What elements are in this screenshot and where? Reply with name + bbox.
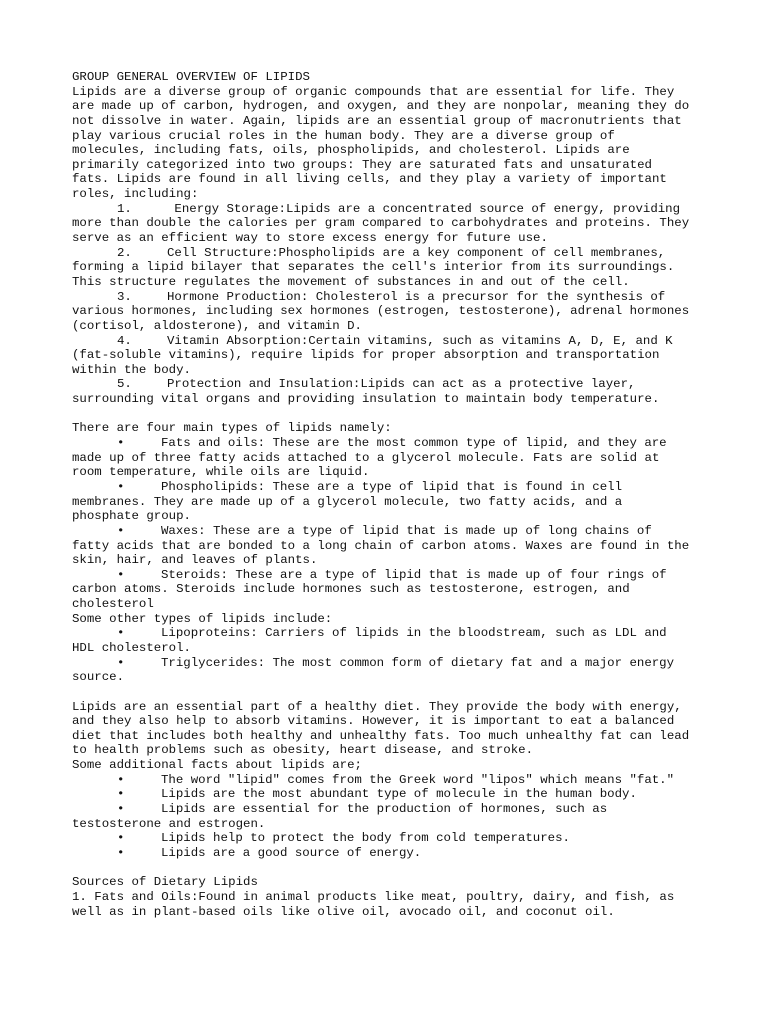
bullet-icon: • (117, 831, 125, 846)
list-item-text: The word "lipid" comes from the Greek word "lipos" which means "fat." (161, 772, 675, 787)
bullet-icon: • (117, 787, 125, 802)
text-line: molecules, including fats, oils, phospholipids, and cholesterol. Lipids are (72, 143, 630, 158)
list-number: 2. (117, 245, 132, 260)
text-line: membranes. They are made up of a glycerol molecule, two fatty acids, and a (72, 494, 623, 509)
text-line: to health problems such as obesity, heart disease, and stroke. (72, 743, 534, 758)
list-item (72, 802, 702, 831)
list-number: 3. (117, 289, 132, 304)
facts-intro: Some additional facts about lipids are; (72, 758, 362, 773)
list-item (72, 787, 702, 802)
text-line: roles, including: (72, 187, 199, 202)
list-item-text: Lipids are a good source of energy. (161, 845, 422, 860)
list-item (72, 377, 702, 406)
sources-heading: Sources of Dietary Lipids (72, 875, 258, 890)
text-line: testosterone and estrogen. (72, 816, 266, 831)
list-item (72, 290, 702, 334)
bullet-icon: • (117, 655, 125, 670)
list-item-text: Protection and Insulation:Lipids can act as a protective layer, (167, 377, 636, 392)
list-item-text: Hormone Production: Cholesterol is a precursor for the synthesis of (167, 289, 666, 304)
list-item (72, 524, 702, 568)
bullet-icon: • (117, 479, 125, 494)
other-types-intro: Some other types of lipids include: (72, 611, 333, 626)
text-line: This structure regulates the movement of substances in and out of the cell. (72, 274, 630, 289)
text-line: source. (72, 670, 125, 685)
bullet-icon: • (117, 845, 125, 860)
list-number: 5. (117, 377, 132, 392)
text-line: Lipids are a diverse group of organic compounds that are essential for life. They (72, 84, 675, 99)
text-line: diet that includes both healthy and unhealthy fats. Too much unhealthy fat can lead (72, 728, 690, 743)
text-line: forming a lipid bilayer that separates the cell's interior from its surroundings. (72, 260, 675, 275)
text-line: play various crucial roles in the human body. They are a diverse group of (72, 128, 615, 143)
text-line: well as in plant-based oils like olive oil, avocado oil, and coconut oil. (72, 904, 615, 919)
list-item-text: Lipids are the most abundant type of molecule in the human body. (161, 787, 637, 802)
list-item-text: Lipoproteins: Carriers of lipids in the bloodstream, such as LDL and (161, 626, 667, 641)
list-item-text: Steroids: These are a type of lipid that is made up of four rings of (161, 567, 667, 582)
roles-list (72, 202, 702, 407)
bullet-icon: • (117, 567, 125, 582)
list-item (72, 436, 702, 480)
text-line: primarily categorized into two groups: They are saturated fats and unsaturated (72, 157, 652, 172)
blank-line (72, 685, 702, 700)
intro-paragraph (72, 85, 702, 202)
text-line: are made up of carbon, hydrogen, and oxygen, and they are nonpolar, meaning they do (72, 99, 690, 114)
list-item-text: Waxes: These are a type of lipid that is made up of long chains of (161, 523, 652, 538)
list-item-text: Fats and oils: These are the most common type of lipid, and they are (161, 436, 667, 451)
bullet-icon: • (117, 523, 125, 538)
text-line: (fat-soluble vitamins), require lipids for proper absorption and transportation (72, 348, 660, 363)
diet-paragraph (72, 700, 702, 759)
document-page (72, 70, 702, 919)
list-item (72, 831, 702, 846)
list-item (72, 246, 702, 290)
facts-list (72, 773, 702, 861)
bullet-icon: • (117, 626, 125, 641)
text-line: Lipids are an essential part of a healthy diet. They provide the body with energy, (72, 699, 682, 714)
list-item-text: Cell Structure:Phospholipids are a key component of cell membranes, (167, 245, 666, 260)
list-item-text: Triglycerides: The most common form of dietary fat and a major energy (161, 655, 675, 670)
text-line: skin, hair, and leaves of plants. (72, 553, 318, 568)
list-item-text: Lipids are essential for the production of hormones, such as (161, 802, 608, 817)
text-line: room temperature, while oils are liquid. (72, 465, 370, 480)
list-item (72, 773, 702, 788)
text-line: various hormones, including sex hormones (estrogen, testosterone), adrenal hormones (72, 304, 690, 319)
types-intro: There are four main types of lipids namely: (72, 421, 392, 436)
other-types-list (72, 626, 702, 685)
list-item-text: Energy Storage:Lipids are a concentrated source of energy, providing (167, 201, 681, 216)
list-item (72, 334, 702, 378)
bullet-icon: • (117, 436, 125, 451)
list-item (72, 626, 702, 655)
text-line: fatty acids that are bonded to a long chain of carbon atoms. Waxes are found in the (72, 538, 690, 553)
list-item (72, 656, 702, 685)
list-item-text: Phospholipids: These are a type of lipid that is found in cell (161, 479, 623, 494)
sources-paragraph (72, 890, 702, 919)
text-line: serve as an efficient way to store excess energy for future use. (72, 231, 548, 246)
text-line: more than double the calories per gram compared to carbohydrates and proteins. They (72, 216, 690, 231)
text-line: (cortisol, aldosterone), and vitamin D. (72, 318, 362, 333)
list-item-text: Vitamin Absorption:Certain vitamins, such as vitamins A, D, E, and K (167, 333, 673, 348)
text-line: 1. Fats and Oils:Found in animal products like meat, poultry, dairy, and fish, as (72, 889, 675, 904)
text-line: within the body. (72, 362, 191, 377)
blank-line (72, 407, 702, 422)
bullet-icon: • (117, 772, 125, 787)
bullet-icon: • (117, 802, 125, 817)
text-line: phosphate group. (72, 509, 191, 524)
list-item-text: Lipids help to protect the body from cold temperatures. (161, 831, 570, 846)
text-line: surrounding vital organs and providing insulation to maintain body temperature. (72, 392, 660, 407)
text-line: HDL cholesterol. (72, 640, 191, 655)
list-number: 1. (117, 201, 132, 216)
list-item (72, 480, 702, 524)
text-line: and they also help to absorb vitamins. However, it is important to eat a balanced (72, 714, 675, 729)
types-list (72, 436, 702, 612)
list-item (72, 568, 702, 612)
blank-line (72, 861, 702, 876)
text-line: not dissolve in water. Again, lipids are an essential group of macronutrients that (72, 113, 682, 128)
text-line: cholesterol (72, 597, 154, 612)
list-item (72, 202, 702, 246)
list-item (72, 846, 702, 861)
text-line: fats. Lipids are found in all living cells, and they play a variety of important (72, 172, 667, 187)
document-heading: GROUP GENERAL OVERVIEW OF LIPIDS (72, 70, 310, 84)
text-line: carbon atoms. Steroids include hormones such as testosterone, estrogen, and (72, 582, 630, 597)
text-line: made up of three fatty acids attached to a glycerol molecule. Fats are solid at (72, 450, 660, 465)
list-number: 4. (117, 333, 132, 348)
